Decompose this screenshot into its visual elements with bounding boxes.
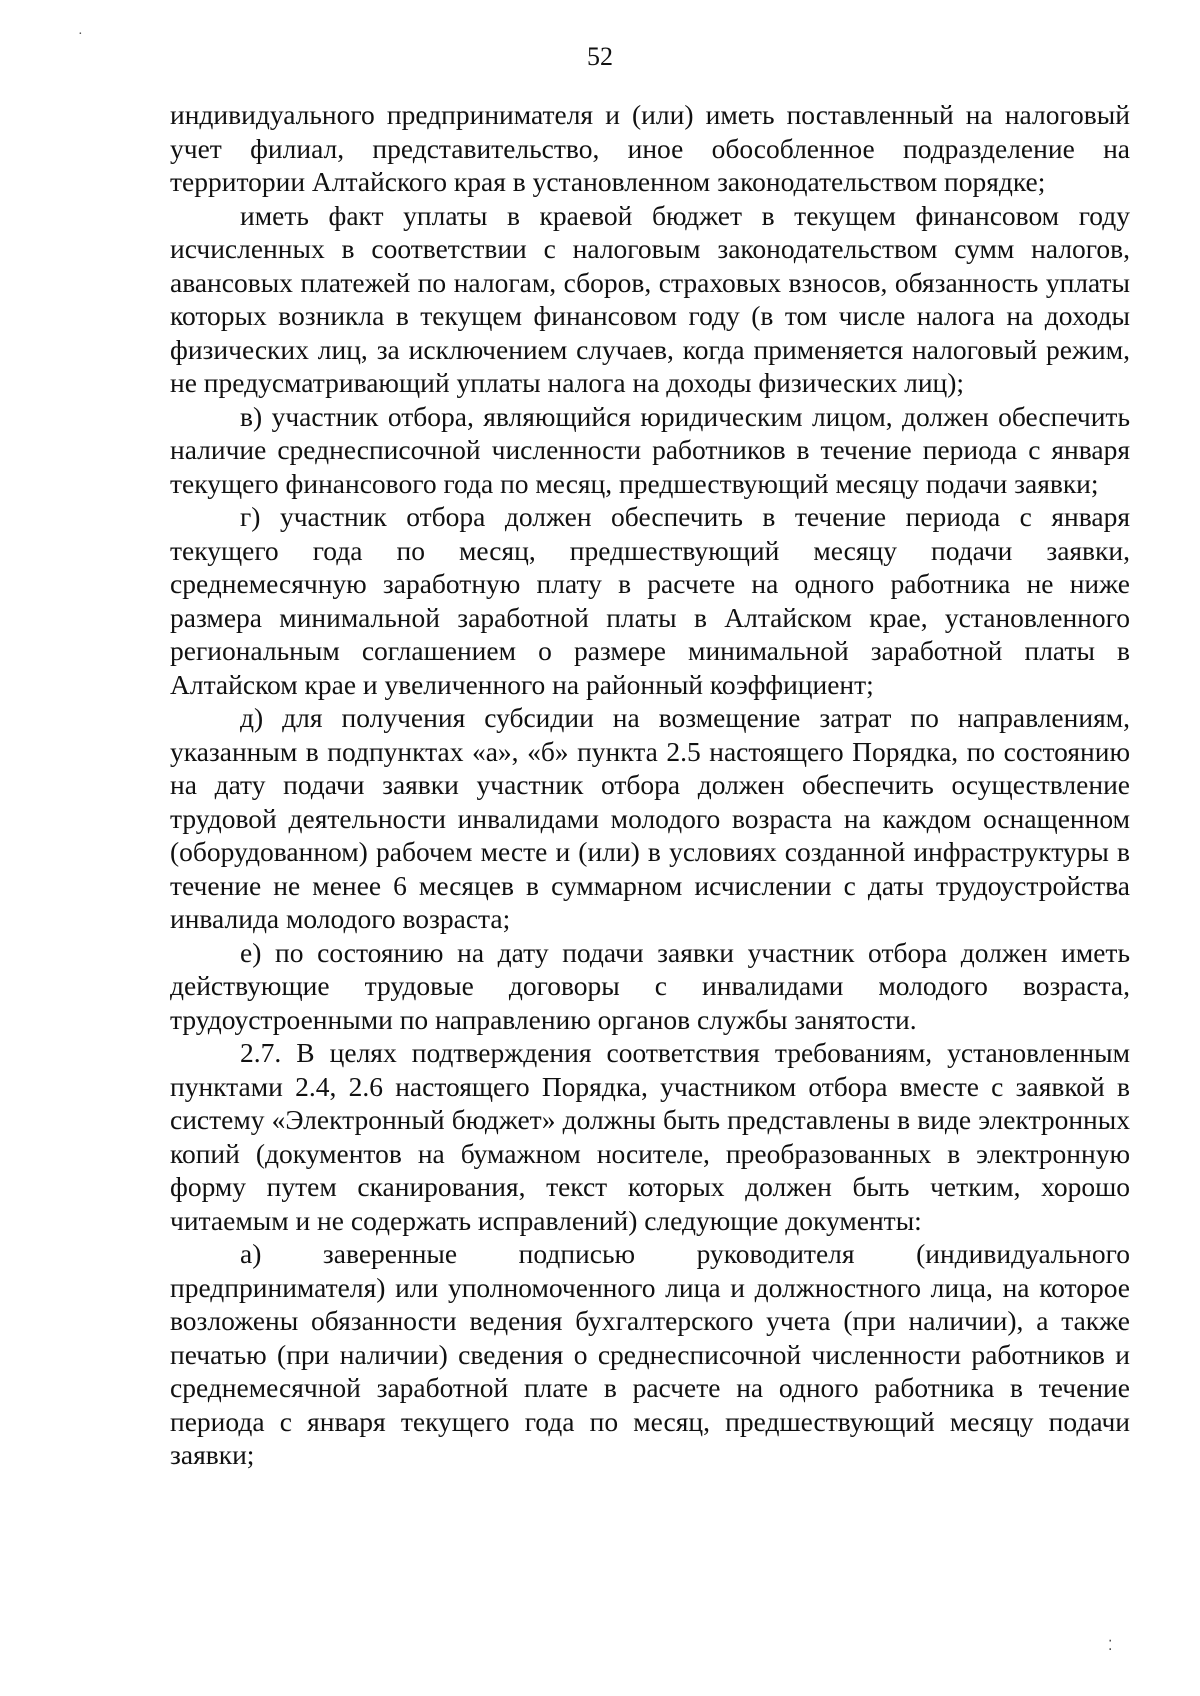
paragraph-item-e: е) по состоянию на дату подачи заявки участник отбора должен иметь действующие трудовые договоры с инвалидами молодого возраста, трудоустроенными по направлению органов службы занятости. bbox=[170, 936, 1130, 1035]
paragraph-tax-payment: иметь факт уплаты в краевой бюджет в текущем финансовом году исчисленных в соответствии с налоговым законодательством сумм налогов, авансовых платежей по налогам, сборов, страховых взносов, обязанность уплаты которых возникла в текущем финансовом году (в том числе налога на доходы физических лиц, за исключением случаев, когда применяется налоговый режим, не предусматривающий уплаты налога на доходы физических лиц); bbox=[170, 199, 1130, 398]
paragraph-section-2-7: 2.7. В целях подтверждения соответствия требованиям, установленным пунктами 2.4, 2.6 настоящего Порядка, участником отбора вместе с заявкой в систему «Электронный бюджет» должны быть представлены в виде электронных копий (документов на бумажном носителе, преобразованных в электронную форму путем сканирования, текст которых должен быть четким, хорошо читаемым и не содержать исправлений) следующие документы: bbox=[170, 1037, 1130, 1236]
paragraph-item-v: в) участник отбора, являющийся юридическим лицом, должен обеспечить наличие среднесписочной численности работников в течение периода с января текущего финансового года по месяц, предшествующий месяцу подачи заявки; bbox=[170, 400, 1130, 499]
scan-speck-mark: ⁚ bbox=[1108, 1639, 1113, 1654]
document-body bbox=[170, 98, 1130, 1472]
paragraph-continuation: индивидуального предпринимателя и (или) иметь поставленный на налоговый учет филиал, представительство, иное обособленное подразделение на территории Алтайского края в установленном законодательством порядке; bbox=[170, 99, 1130, 197]
scan-dot-mark: · bbox=[78, 27, 83, 42]
paragraph-item-d: д) для получения субсидии на возмещение затрат по направлениям, указанным в подпунктах «а», «б» пункта 2.5 настоящего Порядка, по состоянию на дату подачи заявки участник отбора должен обеспечить осуществление трудовой деятельности инвалидами молодого возраста на каждом оснащенном (оборудованном) рабочем месте и (или) в условиях созданной инфраструктуры в течение не менее 6 месяцев в суммарном исчислении с даты трудоустройства инвалида молодого возраста; bbox=[170, 702, 1130, 934]
paragraph-item-a: а) заверенные подписью руководителя (индивидуального предпринимателя) или уполномоченного лица и должностного лица, на которое возложены обязанности ведения бухгалтерского учета (при наличии), а также печатью (при наличии) сведения о среднесписочной численности работников и среднемесячной заработной плате в расчете на одного работника в течение периода с января текущего года по месяц, предшествующий месяцу подачи заявки; bbox=[170, 1238, 1130, 1470]
page-number: 52 bbox=[587, 42, 613, 71]
paragraph-item-g: г) участник отбора должен обеспечить в течение периода с января текущего года по месяц, предшествующий месяцу подачи заявки, среднемесячную заработную плату в расчете на одного работника не ниже размера минимальной заработной платы в Алтайском крае, установленного региональным соглашением о размере минимальной заработной платы в Алтайском крае и увеличенного на районный коэффициент; bbox=[170, 501, 1130, 700]
